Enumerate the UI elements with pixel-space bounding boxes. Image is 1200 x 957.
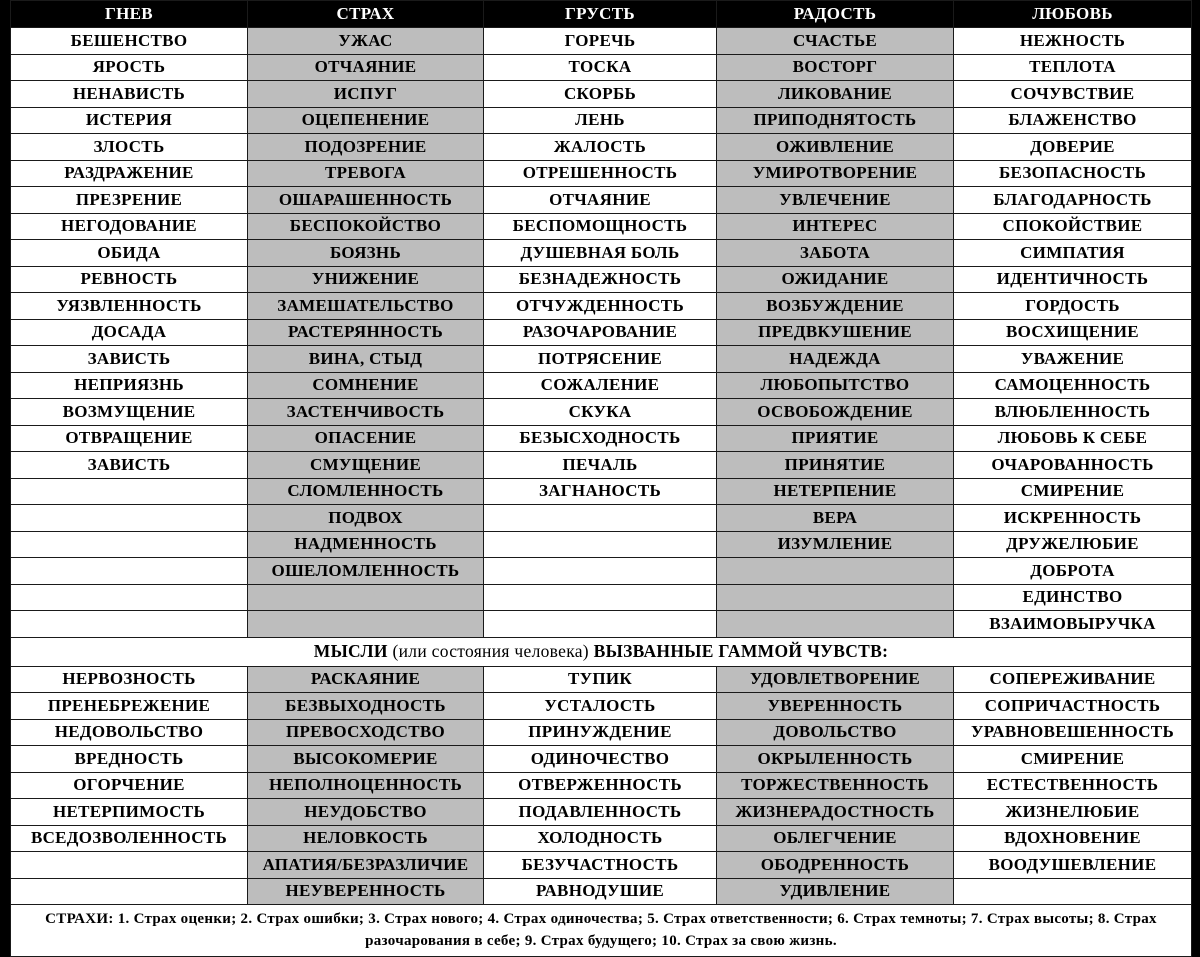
- feeling-cell-strakh: СМУЩЕНИЕ: [248, 452, 484, 479]
- feeling-cell-grust: ПОТРЯСЕНИЕ: [484, 346, 717, 373]
- feeling-cell-lyubov: ИСКРЕННОСТЬ: [954, 505, 1192, 532]
- thought-cell-strakh: РАСКАЯНИЕ: [248, 666, 484, 693]
- feeling-cell-lyubov: ДРУЖЕЛЮБИЕ: [954, 531, 1192, 558]
- feeling-cell-radost: ЛИКОВАНИЕ: [717, 81, 954, 108]
- thought-cell-lyubov: [954, 878, 1192, 905]
- feeling-cell-lyubov: СОЧУВСТВИЕ: [954, 81, 1192, 108]
- feeling-row: [11, 319, 1192, 346]
- feeling-cell-lyubov: ЕДИНСТВО: [954, 584, 1192, 611]
- thought-cell-strakh: НЕПОЛНОЦЕННОСТЬ: [248, 772, 484, 799]
- feeling-cell-grust: ГОРЕЧЬ: [484, 28, 717, 55]
- feeling-cell-radost: ОЖИДАНИЕ: [717, 266, 954, 293]
- feeling-row: [11, 478, 1192, 505]
- thoughts-body: [11, 666, 1192, 905]
- feeling-cell-gnev: [11, 584, 248, 611]
- feeling-cell-gnev: ЗАВИСТЬ: [11, 346, 248, 373]
- thought-cell-strakh: ВЫСОКОМЕРИЕ: [248, 746, 484, 773]
- feeling-cell-gnev: [11, 478, 248, 505]
- feeling-cell-grust: ЖАЛОСТЬ: [484, 134, 717, 161]
- feeling-row: [11, 266, 1192, 293]
- thought-cell-radost: УДОВЛЕТВОРЕНИЕ: [717, 666, 954, 693]
- thought-cell-grust: УСТАЛОСТЬ: [484, 693, 717, 720]
- feeling-row: [11, 81, 1192, 108]
- feeling-cell-gnev: [11, 558, 248, 585]
- feeling-cell-gnev: НЕПРИЯЗНЬ: [11, 372, 248, 399]
- thought-cell-gnev: ОГОРЧЕНИЕ: [11, 772, 248, 799]
- header-lyubov: ЛЮБОВЬ: [954, 1, 1192, 28]
- thought-cell-radost: ОБЛЕГЧЕНИЕ: [717, 825, 954, 852]
- feeling-cell-grust: ОТРЕШЕННОСТЬ: [484, 160, 717, 187]
- fears-label: СТРАХИ:: [45, 911, 114, 927]
- feeling-cell-gnev: ОТВРАЩЕНИЕ: [11, 425, 248, 452]
- feeling-row: [11, 584, 1192, 611]
- emotions-table-sheet: [10, 0, 1191, 954]
- feeling-cell-strakh: УНИЖЕНИЕ: [248, 266, 484, 293]
- feeling-cell-strakh: ПОДВОХ: [248, 505, 484, 532]
- feeling-cell-gnev: [11, 505, 248, 532]
- feeling-cell-gnev: РЕВНОСТЬ: [11, 266, 248, 293]
- thought-cell-grust: БЕЗУЧАСТНОСТЬ: [484, 852, 717, 879]
- thought-row: [11, 799, 1192, 826]
- thought-cell-lyubov: ВДОХНОВЕНИЕ: [954, 825, 1192, 852]
- thought-cell-lyubov: СОПЕРЕЖИВАНИЕ: [954, 666, 1192, 693]
- footer-row: [11, 905, 1192, 957]
- thoughts-title-row: [11, 637, 1192, 666]
- feeling-cell-lyubov: ДОБРОТА: [954, 558, 1192, 585]
- header-grust: ГРУСТЬ: [484, 1, 717, 28]
- thought-cell-radost: ОБОДРЕННОСТЬ: [717, 852, 954, 879]
- feeling-row: [11, 452, 1192, 479]
- thoughts-title-part2: (или состояния человека): [387, 641, 594, 661]
- feeling-cell-lyubov: БЛАЖЕНСТВО: [954, 107, 1192, 134]
- thoughts-title: [11, 637, 1192, 666]
- feeling-cell-strakh: ОЦЕПЕНЕНИЕ: [248, 107, 484, 134]
- feeling-cell-radost: ИЗУМЛЕНИЕ: [717, 531, 954, 558]
- feeling-cell-grust: [484, 558, 717, 585]
- feeling-cell-strakh: УЖАС: [248, 28, 484, 55]
- feeling-cell-strakh: ВИНА, СТЫД: [248, 346, 484, 373]
- thought-cell-grust: ХОЛОДНОСТЬ: [484, 825, 717, 852]
- feeling-cell-gnev: НЕНАВИСТЬ: [11, 81, 248, 108]
- feeling-row: [11, 558, 1192, 585]
- feeling-cell-gnev: УЯЗВЛЕННОСТЬ: [11, 293, 248, 320]
- feeling-cell-radost: [717, 558, 954, 585]
- thought-cell-strakh: НЕУДОБСТВО: [248, 799, 484, 826]
- feeling-cell-radost: ИНТЕРЕС: [717, 213, 954, 240]
- feeling-cell-strakh: ОШАРАШЕННОСТЬ: [248, 187, 484, 214]
- thought-cell-radost: ЖИЗНЕРАДОСТНОСТЬ: [717, 799, 954, 826]
- feeling-row: [11, 54, 1192, 81]
- feeling-cell-lyubov: СПОКОЙСТВИЕ: [954, 213, 1192, 240]
- feeling-cell-radost: УМИРОТВОРЕНИЕ: [717, 160, 954, 187]
- thought-cell-gnev: ВРЕДНОСТЬ: [11, 746, 248, 773]
- feeling-row: [11, 425, 1192, 452]
- thoughts-title-part1: МЫСЛИ: [313, 641, 388, 661]
- thought-cell-grust: РАВНОДУШИЕ: [484, 878, 717, 905]
- thought-row: [11, 693, 1192, 720]
- feeling-cell-lyubov: СМИРЕНИЕ: [954, 478, 1192, 505]
- thought-cell-radost: ОКРЫЛЕННОСТЬ: [717, 746, 954, 773]
- thought-row: [11, 825, 1192, 852]
- feeling-row: [11, 240, 1192, 267]
- feeling-cell-strakh: ТРЕВОГА: [248, 160, 484, 187]
- feeling-cell-gnev: ЗЛОСТЬ: [11, 134, 248, 161]
- feeling-cell-radost: ПРИЯТИЕ: [717, 425, 954, 452]
- feeling-row: [11, 531, 1192, 558]
- feeling-row: [11, 611, 1192, 638]
- feeling-row: [11, 213, 1192, 240]
- feeling-cell-grust: [484, 584, 717, 611]
- feeling-cell-lyubov: УВАЖЕНИЕ: [954, 346, 1192, 373]
- feeling-cell-lyubov: ГОРДОСТЬ: [954, 293, 1192, 320]
- feeling-cell-gnev: ДОСАДА: [11, 319, 248, 346]
- feeling-cell-gnev: НЕГОДОВАНИЕ: [11, 213, 248, 240]
- feeling-cell-strakh: ОПАСЕНИЕ: [248, 425, 484, 452]
- thought-row: [11, 719, 1192, 746]
- thought-cell-lyubov: ЖИЗНЕЛЮБИЕ: [954, 799, 1192, 826]
- feeling-cell-strakh: ЗАСТЕНЧИВОСТЬ: [248, 399, 484, 426]
- feeling-cell-grust: БЕСПОМОЩНОСТЬ: [484, 213, 717, 240]
- header-gnev: ГНЕВ: [11, 1, 248, 28]
- feeling-cell-grust: [484, 611, 717, 638]
- feeling-row: [11, 505, 1192, 532]
- thought-cell-grust: ТУПИК: [484, 666, 717, 693]
- feeling-cell-radost: ВЕРА: [717, 505, 954, 532]
- thought-cell-strakh: НЕУВЕРЕННОСТЬ: [248, 878, 484, 905]
- feeling-cell-grust: ПЕЧАЛЬ: [484, 452, 717, 479]
- thought-cell-strakh: БЕЗВЫХОДНОСТЬ: [248, 693, 484, 720]
- thought-cell-lyubov: СОПРИЧАСТНОСТЬ: [954, 693, 1192, 720]
- thought-cell-radost: УДИВЛЕНИЕ: [717, 878, 954, 905]
- feeling-cell-lyubov: ТЕПЛОТА: [954, 54, 1192, 81]
- feeling-cell-strakh: ОТЧАЯНИЕ: [248, 54, 484, 81]
- feeling-cell-radost: УВЛЕЧЕНИЕ: [717, 187, 954, 214]
- feeling-cell-radost: ЗАБОТА: [717, 240, 954, 267]
- thought-cell-radost: ТОРЖЕСТВЕННОСТЬ: [717, 772, 954, 799]
- thought-row: [11, 852, 1192, 879]
- feeling-cell-lyubov: ВОСХИЩЕНИЕ: [954, 319, 1192, 346]
- feeling-row: [11, 107, 1192, 134]
- thought-cell-strakh: АПАТИЯ/БЕЗРАЗЛИЧИЕ: [248, 852, 484, 879]
- emotions-table: [10, 0, 1192, 957]
- thought-cell-grust: ОДИНОЧЕСТВО: [484, 746, 717, 773]
- thought-cell-gnev: НЕРВОЗНОСТЬ: [11, 666, 248, 693]
- feeling-cell-lyubov: ОЧАРОВАННОСТЬ: [954, 452, 1192, 479]
- feeling-cell-strakh: БЕСПОКОЙСТВО: [248, 213, 484, 240]
- fears-text: 1. Страх оценки; 2. Страх ошибки; 3. Страх нового; 4. Страх одиночества; 5. Страх ответственности; 6. Страх темноты; 7. Страх высоты; 8. Страх разочарования в себе; 9. Страх будущего; 10. Страх за свою жизнь.: [113, 911, 1157, 949]
- feeling-cell-strakh: [248, 611, 484, 638]
- feeling-cell-grust: ДУШЕВНАЯ БОЛЬ: [484, 240, 717, 267]
- feeling-cell-grust: ОТЧУЖДЕННОСТЬ: [484, 293, 717, 320]
- feeling-cell-gnev: ИСТЕРИЯ: [11, 107, 248, 134]
- feeling-cell-gnev: ОБИДА: [11, 240, 248, 267]
- feeling-cell-strakh: СЛОМЛЕННОСТЬ: [248, 478, 484, 505]
- feeling-cell-radost: ПРИПОДНЯТОСТЬ: [717, 107, 954, 134]
- thought-cell-radost: УВЕРЕННОСТЬ: [717, 693, 954, 720]
- thought-cell-gnev: ВСЕДОЗВОЛЕННОСТЬ: [11, 825, 248, 852]
- thought-cell-grust: ОТВЕРЖЕННОСТЬ: [484, 772, 717, 799]
- feeling-cell-radost: СЧАСТЬЕ: [717, 28, 954, 55]
- feeling-cell-gnev: ПРЕЗРЕНИЕ: [11, 187, 248, 214]
- feeling-cell-lyubov: САМОЦЕННОСТЬ: [954, 372, 1192, 399]
- feeling-cell-lyubov: ЛЮБОВЬ К СЕБЕ: [954, 425, 1192, 452]
- feeling-cell-radost: НАДЕЖДА: [717, 346, 954, 373]
- feeling-cell-strakh: СОМНЕНИЕ: [248, 372, 484, 399]
- thought-cell-strakh: НЕЛОВКОСТЬ: [248, 825, 484, 852]
- thoughts-title-part3: ВЫЗВАННЫЕ ГАММОЙ ЧУВСТВ:: [593, 641, 889, 661]
- feeling-row: [11, 160, 1192, 187]
- feeling-cell-grust: СОЖАЛЕНИЕ: [484, 372, 717, 399]
- fears-footnote: [11, 905, 1192, 957]
- feeling-row: [11, 346, 1192, 373]
- feeling-row: [11, 372, 1192, 399]
- feeling-cell-grust: [484, 505, 717, 532]
- feeling-cell-grust: ТОСКА: [484, 54, 717, 81]
- feeling-cell-grust: [484, 531, 717, 558]
- thought-cell-lyubov: СМИРЕНИЕ: [954, 746, 1192, 773]
- feeling-cell-grust: БЕЗНАДЕЖНОСТЬ: [484, 266, 717, 293]
- feeling-cell-radost: [717, 584, 954, 611]
- feeling-cell-grust: СКОРБЬ: [484, 81, 717, 108]
- feeling-cell-grust: СКУКА: [484, 399, 717, 426]
- feeling-row: [11, 293, 1192, 320]
- feeling-cell-strakh: НАДМЕННОСТЬ: [248, 531, 484, 558]
- thought-cell-gnev: НЕДОВОЛЬСТВО: [11, 719, 248, 746]
- feeling-cell-radost: ВОСТОРГ: [717, 54, 954, 81]
- feeling-cell-grust: РАЗОЧАРОВАНИЕ: [484, 319, 717, 346]
- thought-cell-lyubov: ЕСТЕСТВЕННОСТЬ: [954, 772, 1192, 799]
- thought-cell-lyubov: ВООДУШЕВЛЕНИЕ: [954, 852, 1192, 879]
- feeling-cell-gnev: ЯРОСТЬ: [11, 54, 248, 81]
- feeling-cell-gnev: ВОЗМУЩЕНИЕ: [11, 399, 248, 426]
- feeling-cell-lyubov: БЛАГОДАРНОСТЬ: [954, 187, 1192, 214]
- feelings-body: [11, 28, 1192, 638]
- feeling-row: [11, 187, 1192, 214]
- thought-cell-gnev: НЕТЕРПИМОСТЬ: [11, 799, 248, 826]
- feeling-cell-lyubov: ИДЕНТИЧНОСТЬ: [954, 266, 1192, 293]
- feeling-cell-radost: ПРИНЯТИЕ: [717, 452, 954, 479]
- feeling-cell-radost: [717, 611, 954, 638]
- thought-row: [11, 666, 1192, 693]
- thought-cell-grust: ПРИНУЖДЕНИЕ: [484, 719, 717, 746]
- feeling-cell-strakh: ПОДОЗРЕНИЕ: [248, 134, 484, 161]
- feeling-cell-lyubov: СИМПАТИЯ: [954, 240, 1192, 267]
- thought-cell-grust: ПОДАВЛЕННОСТЬ: [484, 799, 717, 826]
- thought-cell-lyubov: УРАВНОВЕШЕННОСТЬ: [954, 719, 1192, 746]
- feeling-cell-grust: ЛЕНЬ: [484, 107, 717, 134]
- thought-row: [11, 772, 1192, 799]
- feeling-cell-strakh: [248, 584, 484, 611]
- feeling-cell-grust: ОТЧАЯНИЕ: [484, 187, 717, 214]
- thought-row: [11, 878, 1192, 905]
- feeling-cell-strakh: ИСПУГ: [248, 81, 484, 108]
- thought-row: [11, 746, 1192, 773]
- feeling-cell-strakh: БОЯЗНЬ: [248, 240, 484, 267]
- feeling-cell-gnev: РАЗДРАЖЕНИЕ: [11, 160, 248, 187]
- feeling-cell-lyubov: ДОВЕРИЕ: [954, 134, 1192, 161]
- feeling-cell-grust: ЗАГНАНОСТЬ: [484, 478, 717, 505]
- feeling-cell-radost: ОЖИВЛЕНИЕ: [717, 134, 954, 161]
- feeling-cell-radost: ВОЗБУЖДЕНИЕ: [717, 293, 954, 320]
- header-row: [11, 1, 1192, 28]
- header-strakh: СТРАХ: [248, 1, 484, 28]
- feeling-cell-lyubov: ВЗАИМОВЫРУЧКА: [954, 611, 1192, 638]
- feeling-cell-strakh: ЗАМЕШАТЕЛЬСТВО: [248, 293, 484, 320]
- feeling-cell-grust: БЕЗЫСХОДНОСТЬ: [484, 425, 717, 452]
- feeling-cell-lyubov: БЕЗОПАСНОСТЬ: [954, 160, 1192, 187]
- thought-cell-strakh: ПРЕВОСХОДСТВО: [248, 719, 484, 746]
- feeling-cell-radost: ОСВОБОЖДЕНИЕ: [717, 399, 954, 426]
- feeling-cell-lyubov: НЕЖНОСТЬ: [954, 28, 1192, 55]
- thought-cell-gnev: [11, 852, 248, 879]
- feeling-cell-radost: ЛЮБОПЫТСТВО: [717, 372, 954, 399]
- thought-cell-gnev: ПРЕНЕБРЕЖЕНИЕ: [11, 693, 248, 720]
- feeling-row: [11, 28, 1192, 55]
- feeling-row: [11, 134, 1192, 161]
- thought-cell-radost: ДОВОЛЬСТВО: [717, 719, 954, 746]
- header-radost: РАДОСТЬ: [717, 1, 954, 28]
- feeling-cell-radost: НЕТЕРПЕНИЕ: [717, 478, 954, 505]
- feeling-cell-strakh: ОШЕЛОМЛЕННОСТЬ: [248, 558, 484, 585]
- feeling-cell-gnev: ЗАВИСТЬ: [11, 452, 248, 479]
- feeling-cell-gnev: БЕШЕНСТВО: [11, 28, 248, 55]
- feeling-cell-strakh: РАСТЕРЯННОСТЬ: [248, 319, 484, 346]
- feeling-cell-lyubov: ВЛЮБЛЕННОСТЬ: [954, 399, 1192, 426]
- feeling-row: [11, 399, 1192, 426]
- feeling-cell-gnev: [11, 531, 248, 558]
- feeling-cell-radost: ПРЕДВКУШЕНИЕ: [717, 319, 954, 346]
- thought-cell-gnev: [11, 878, 248, 905]
- feeling-cell-gnev: [11, 611, 248, 638]
